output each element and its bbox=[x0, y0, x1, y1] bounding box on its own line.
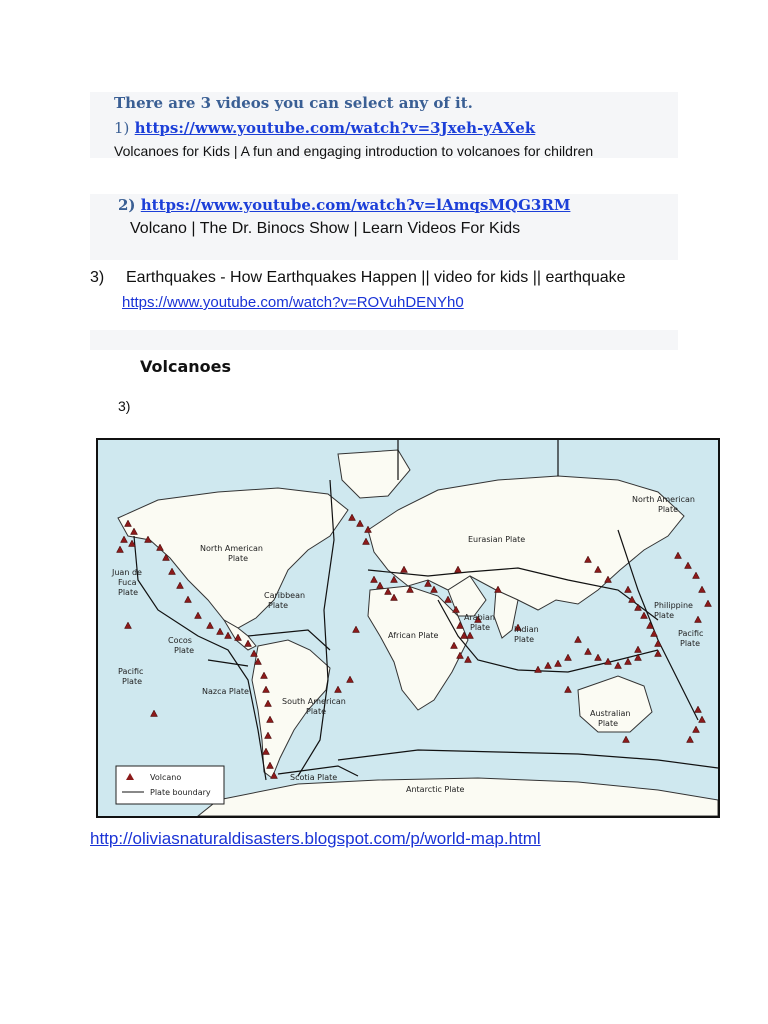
label-cocos-2: Plate bbox=[174, 646, 195, 655]
map-legend bbox=[116, 766, 224, 804]
label-eurasian: Eurasian Plate bbox=[468, 535, 526, 544]
section-heading: Volcanoes bbox=[140, 357, 232, 376]
label-philippine-1: Philippine bbox=[654, 601, 693, 610]
label-indian-1: Indian bbox=[514, 625, 539, 634]
video-3-number: 3) bbox=[90, 269, 105, 286]
video-2-number: 2) bbox=[118, 196, 136, 214]
legend-box bbox=[116, 766, 224, 804]
video-2-row bbox=[118, 196, 570, 214]
legend-volcano-label: Volcano bbox=[150, 773, 182, 782]
map-canvas bbox=[98, 440, 718, 816]
label-caribbean-2: Plate bbox=[268, 601, 289, 610]
label-north-american-2: Plate bbox=[228, 554, 249, 563]
label-scotia: Scotia Plate bbox=[290, 773, 338, 782]
label-north-american: North American bbox=[200, 544, 263, 553]
label-arabian-1: Arabian bbox=[464, 613, 495, 622]
label-juan-de-fuca-3: Plate bbox=[118, 588, 139, 597]
intro-text: There are 3 videos you can select any of it. bbox=[114, 94, 473, 112]
label-na-ne-1: North American bbox=[632, 495, 695, 504]
video-1-row bbox=[114, 119, 535, 137]
label-pacific-w-2: Plate bbox=[122, 677, 143, 686]
label-pacific-e-2: Plate bbox=[680, 639, 701, 648]
video-1-number: 1) bbox=[114, 119, 130, 137]
label-nazca: Nazca Plate bbox=[202, 687, 249, 696]
legend-boundary-label: Plate boundary bbox=[150, 788, 211, 797]
video-3-title: Earthquakes - How Earthquakes Happen || video for kids || earthquake bbox=[126, 269, 626, 286]
video-1-title: Volcanoes for Kids | A fun and engaging introduction to volcanoes for children bbox=[114, 143, 594, 159]
label-philippine-2: Plate bbox=[654, 611, 675, 620]
source-link[interactable]: http://oliviasnaturaldisasters.blogspot.com/p/world-map.html bbox=[90, 829, 541, 848]
label-juan-de-fuca-2: Fuca bbox=[118, 578, 137, 587]
label-pacific-w-1: Pacific bbox=[118, 667, 144, 676]
world-plate-map bbox=[96, 438, 720, 818]
label-indian-2: Plate bbox=[514, 635, 535, 644]
label-arabian-2: Plate bbox=[470, 623, 491, 632]
label-juan-de-fuca-1: Juan de bbox=[112, 568, 142, 577]
label-south-american-2: Plate bbox=[306, 707, 327, 716]
section-item-number: 3) bbox=[118, 398, 131, 414]
label-australian-1: Australian bbox=[590, 709, 631, 718]
video-2-title: Volcano | The Dr. Binocs Show | Learn Videos For Kids bbox=[130, 220, 521, 237]
label-antarctic: Antarctic Plate bbox=[406, 785, 465, 794]
shaded-band-3 bbox=[90, 330, 678, 350]
video-3-link[interactable]: https://www.youtube.com/watch?v=ROVuhDENYh0 bbox=[122, 294, 464, 311]
label-caribbean-1: Caribbean bbox=[264, 591, 306, 600]
label-pacific-e-1: Pacific bbox=[678, 629, 704, 638]
label-australian-2: Plate bbox=[598, 719, 619, 728]
video-1-link[interactable]: https://www.youtube.com/watch?v=3Jxeh-yAXek bbox=[134, 119, 536, 137]
label-african: African Plate bbox=[388, 631, 439, 640]
label-na-ne-2: Plate bbox=[658, 505, 679, 514]
label-south-american-1: South American bbox=[282, 697, 346, 706]
video-2-link[interactable]: https://www.youtube.com/watch?v=lAmqsMQG3RM bbox=[140, 196, 571, 214]
label-cocos-1: Cocos bbox=[168, 636, 192, 645]
